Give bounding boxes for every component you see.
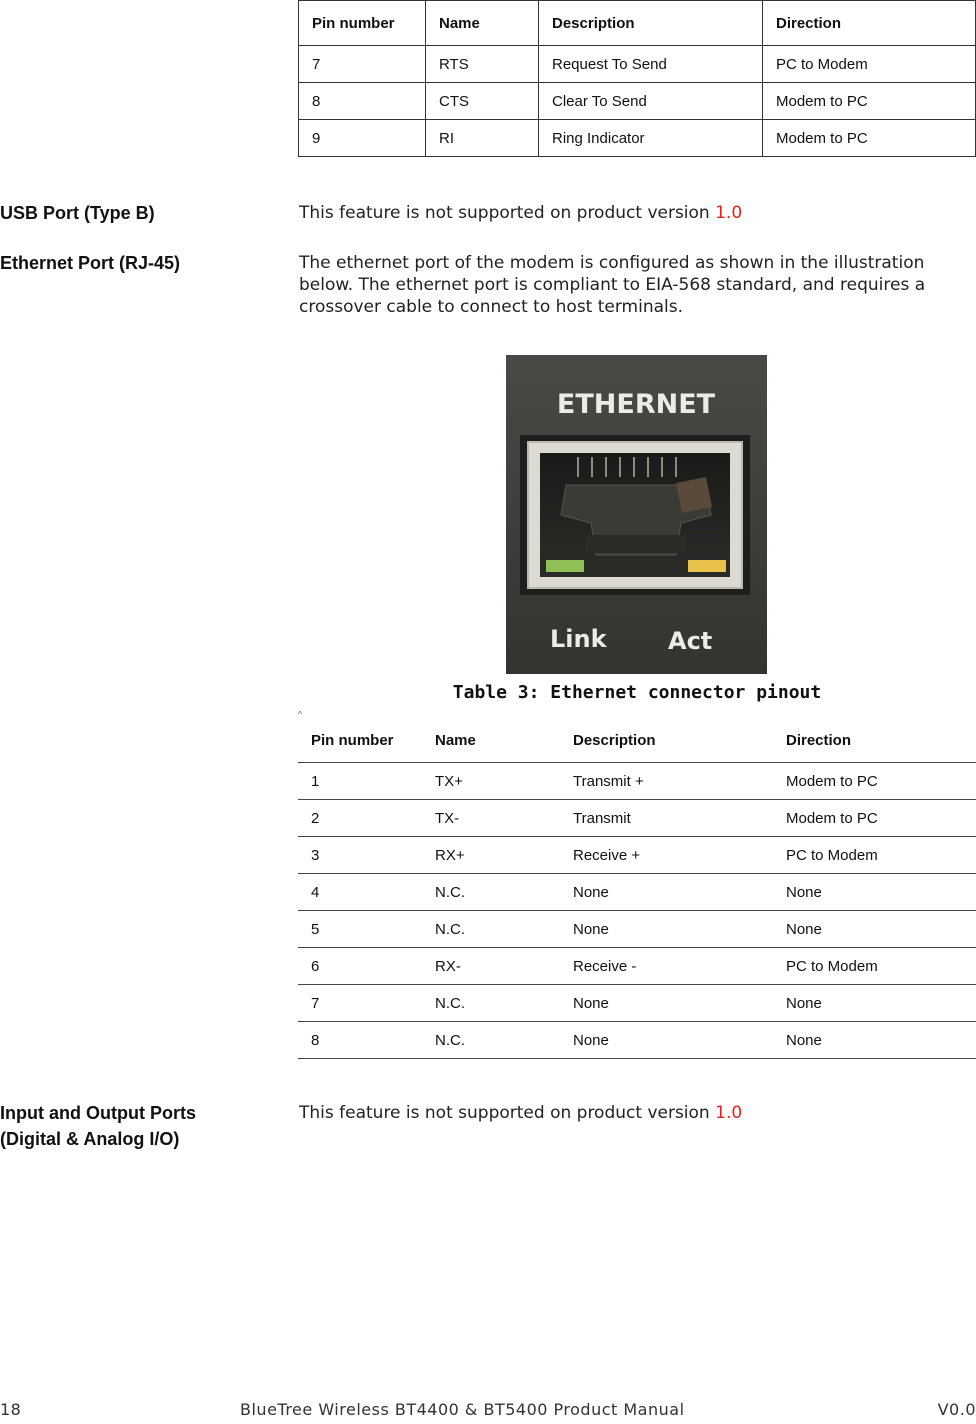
table-cell: None (560, 911, 773, 948)
column-header: Direction (763, 1, 976, 46)
serial-pinout-table (298, 0, 976, 157)
table-cell: None (560, 874, 773, 911)
io-heading (0, 1100, 196, 1152)
column-header: Pin number (299, 1, 426, 46)
ethernet-heading: Ethernet Port (RJ-45) (0, 253, 181, 273)
table-row (298, 948, 976, 985)
column-header: Direction (773, 718, 976, 763)
table-cell: Modem to PC (763, 120, 976, 157)
io-heading-line1: Input and Output Ports (0, 1103, 196, 1123)
table-cell: TX+ (422, 763, 560, 800)
table-row (298, 985, 976, 1022)
table-cell: RX+ (422, 837, 560, 874)
table-cell: None (773, 874, 976, 911)
table-cell: RTS (426, 46, 539, 83)
table-cell: PC to Modem (773, 948, 976, 985)
io-description (299, 1102, 976, 1124)
table-row (299, 120, 976, 157)
table-cell: Clear To Send (539, 83, 763, 120)
ethernet-description: The ethernet port of the modem is configured as shown in the illustration below. The ethernet port is compliant to EIA-568 standard, and requires a crossover cable to connect to host terminals. (299, 253, 926, 317)
table-cell: 4 (298, 874, 422, 911)
table-cell: Receive + (560, 837, 773, 874)
column-header: Pin number (298, 718, 422, 763)
table-cell: 7 (299, 46, 426, 83)
table-row (298, 911, 976, 948)
link-led (546, 560, 584, 572)
table-header-row (299, 1, 976, 46)
ethernet-port-photo (506, 355, 767, 674)
table-cell: Modem to PC (763, 83, 976, 120)
jack-tab (676, 477, 712, 513)
table-cell: Modem to PC (773, 763, 976, 800)
table-cell: 7 (298, 985, 422, 1022)
table-cell: 8 (298, 1022, 422, 1059)
table-cell: PC to Modem (773, 837, 976, 874)
table-cell: None (560, 985, 773, 1022)
table-cell: N.C. (422, 911, 560, 948)
page-footer (0, 1400, 976, 1424)
table-cell: None (560, 1022, 773, 1059)
column-header: Description (560, 718, 773, 763)
footer-title: BlueTree Wireless BT4400 & BT5400 Product Manual (240, 1400, 685, 1419)
table-cell: Transmit (560, 800, 773, 837)
column-header: Name (426, 1, 539, 46)
table-cell: N.C. (422, 985, 560, 1022)
table-cell: Ring Indicator (539, 120, 763, 157)
column-header: Name (422, 718, 560, 763)
table-cell: Transmit + (560, 763, 773, 800)
table-cell: Request To Send (539, 46, 763, 83)
table-cell: N.C. (422, 1022, 560, 1059)
table-cell: CTS (426, 83, 539, 120)
io-text: This feature is not supported on product version (299, 1103, 716, 1123)
table-row (298, 763, 976, 800)
table-caption: Table 3: Ethernet connector pinout (452, 682, 822, 703)
table-cell: None (773, 985, 976, 1022)
usb-version: 1.0 (715, 203, 743, 223)
table-cell: 3 (298, 837, 422, 874)
act-label: Act (668, 627, 713, 655)
io-heading-line2: (Digital & Analog I/O) (0, 1129, 180, 1149)
column-header: Description (539, 1, 763, 46)
usb-text: This feature is not supported on product version (299, 203, 716, 223)
table-cell: 5 (298, 911, 422, 948)
usb-description (299, 202, 976, 224)
ethernet-pinout-table (298, 718, 976, 1059)
table-cell: 6 (298, 948, 422, 985)
table-cell: TX- (422, 800, 560, 837)
table-row (299, 83, 976, 120)
page-number: 18 (0, 1400, 22, 1419)
table-cell: PC to Modem (763, 46, 976, 83)
usb-heading: USB Port (Type B) (0, 203, 155, 223)
table-row (299, 46, 976, 83)
table-row (298, 800, 976, 837)
table-row (298, 1022, 976, 1059)
ethernet-label: ETHERNET (556, 389, 716, 420)
act-led (688, 560, 726, 572)
table-cell: 2 (298, 800, 422, 837)
table-cell: RX- (422, 948, 560, 985)
io-version: 1.0 (715, 1103, 743, 1123)
table-cell: 8 (299, 83, 426, 120)
table-cell: None (773, 911, 976, 948)
footer-version: V0.0 (937, 1400, 976, 1419)
table-cell: 1 (298, 763, 422, 800)
table-cell: None (773, 1022, 976, 1059)
jack-key (586, 535, 686, 553)
table-cell: Modem to PC (773, 800, 976, 837)
table-cell: N.C. (422, 874, 560, 911)
table-header-row (298, 718, 976, 763)
table-row (298, 874, 976, 911)
link-label: Link (550, 625, 607, 653)
table-row (298, 837, 976, 874)
table-cell: Receive - (560, 948, 773, 985)
table-cell: RI (426, 120, 539, 157)
caption-mark: ^ (298, 710, 302, 719)
table-cell: 9 (299, 120, 426, 157)
